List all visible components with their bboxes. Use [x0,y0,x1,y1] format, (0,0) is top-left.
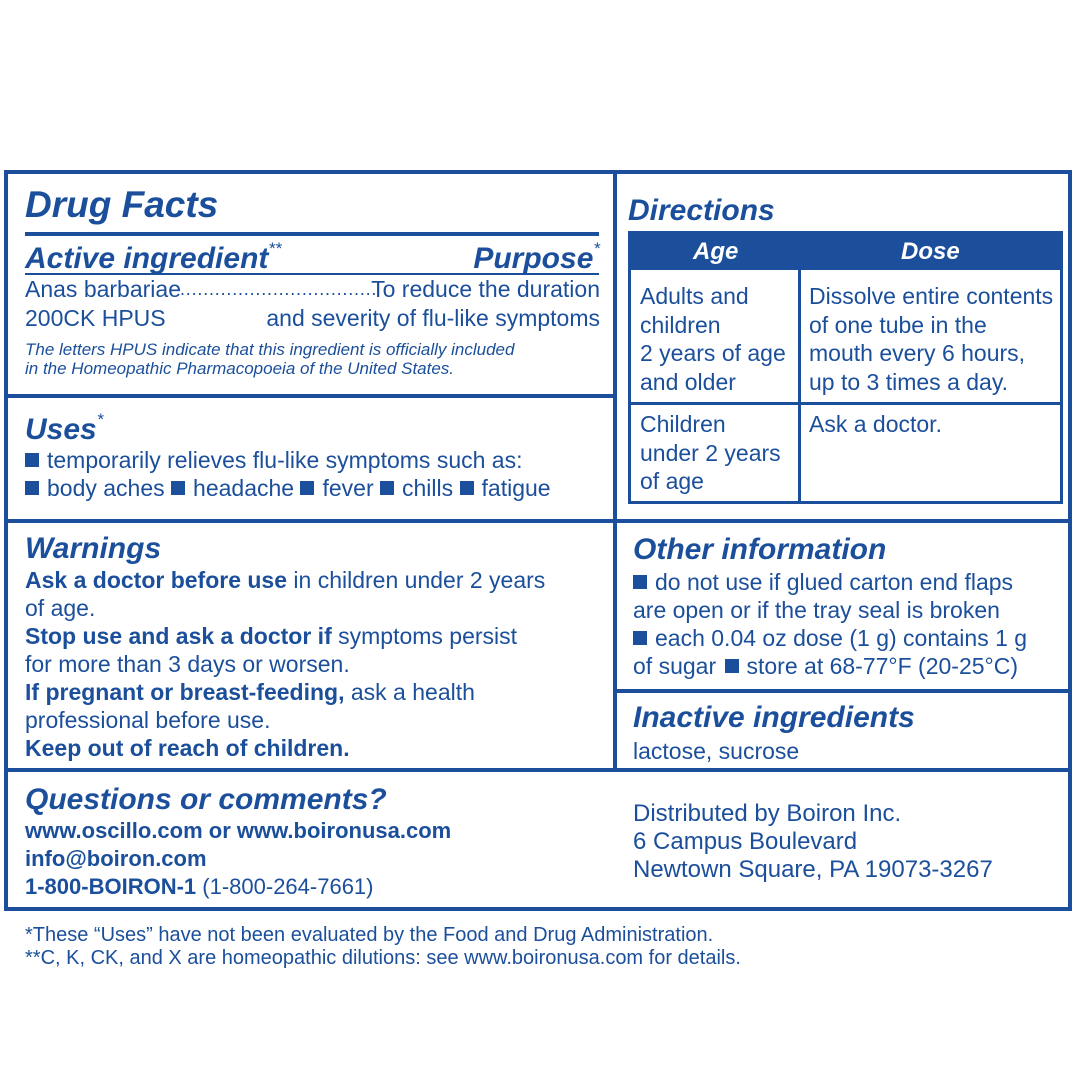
bullet-square-icon [171,481,185,495]
warning-3-line2: professional before use. [25,707,271,733]
questions-phone[interactable] [25,873,374,901]
warning-1 [25,566,545,594]
bullet-square-icon [725,659,739,673]
uses-sup: * [96,410,104,429]
uses-line1-text: temporarily relieves flu-like symptoms such as: [47,447,523,473]
bullet-square-icon [25,481,39,495]
footnote-2: **C, K, CK, and X are homeopathic dilutions: see www.boironusa.com for details. [25,947,741,969]
purpose-heading [473,239,600,276]
other-info-line4 [633,652,1018,680]
directions-table [628,231,1063,504]
center-divider [613,172,617,770]
bullet-square-icon [460,481,474,495]
directions-title: Directions [628,194,775,227]
divider-other-inactive [615,689,1070,693]
warning-3-bold: If pregnant or breast-feeding, [25,679,345,705]
list-item: fever [322,475,374,501]
col-age-header: Age [693,238,739,265]
active-ingredient-sup: ** [268,239,282,258]
list-item: fatigue [481,475,551,501]
warning-1-bold: Ask a doctor before use [25,567,288,593]
table-col-divider [798,270,801,504]
table-row-divider [631,402,1060,405]
questions-email[interactable]: info@boiron.com [25,846,207,871]
distributor-line1: Distributed by Boiron Inc. [633,800,902,827]
warning-4: Keep out of reach of children. [25,735,350,761]
list-item: body aches [47,475,165,501]
warning-1-rest: in children under 2 years [287,567,546,593]
bullet-square-icon [380,481,394,495]
other-info-line2: are open or if the tray seal is broken [633,597,1000,623]
uses-line1 [25,446,522,474]
other-info-line1 [633,568,1013,596]
other-info-line1-text: do not use if glued carton end flaps [655,569,1014,595]
other-info-line4b: store at 68-77°F (20-25°C) [746,653,1019,679]
divider-warnings-questions [6,768,1070,772]
distributor-line3: Newtown Square, PA 19073-3267 [633,856,993,883]
warnings-title: Warnings [25,532,162,565]
cell-line: and older [640,368,736,395]
uses-symptom-list [25,474,551,502]
active-ingredient-label: Active ingredient [25,242,269,275]
ingredient-line2-purpose: and severity of flu-like symptoms [266,305,600,331]
cell-line: Dissolve entire contents [809,283,1054,309]
phone-rest: (1-800-264-7661) [196,874,374,899]
cell-line: Adults and [640,283,749,309]
purpose-label: Purpose [473,242,594,275]
hpus-note-line1: The letters HPUS indicate that this ingredient is officially included [25,340,515,359]
questions-web[interactable]: www.oscillo.com or www.boironusa.com [25,818,452,843]
directions-table-header [631,234,1060,270]
ingredient-line2-name: 200CK HPUS [25,305,166,331]
warning-2-rest: symptoms persist [331,623,518,649]
col-dose-header: Dose [901,238,960,265]
cell-line: Ask a doctor. [809,411,942,437]
cell-line: children [640,311,721,338]
active-ingredient-heading [25,239,282,276]
table-row-1-age [640,282,786,396]
hpus-note-line2: in the Homeopathic Pharmacopoeia of the United States. [25,359,455,378]
purpose-sup: * [593,239,600,258]
divider-uses-warnings [6,519,1070,523]
cell-line: of one tube in the [809,311,987,338]
phone-bold: 1-800-BOIRON-1 [25,874,197,899]
cell-line: of age [640,468,704,494]
table-row-2-age [640,410,781,496]
ingredient-line1-dots: .................................. [180,279,378,299]
cell-line: Children [640,411,726,437]
list-item: headache [193,475,295,501]
ingredient-line1-purpose: To reduce the duration [371,276,600,302]
table-row-1-dose [809,282,1053,396]
inactive-text: lactose, sucrose [633,738,800,764]
warning-1-line2: of age. [25,595,96,621]
cell-line: 2 years of age [640,340,786,366]
bullet-square-icon [300,481,314,495]
warning-2 [25,622,517,650]
cell-line: under 2 years [640,439,781,466]
uses-title: Uses [25,413,97,446]
other-info-title: Other information [633,533,887,566]
cell-line: up to 3 times a day. [809,368,1009,395]
title-underline-thick [25,232,599,236]
questions-title: Questions or comments? [25,783,387,816]
divider-active-uses [6,394,615,398]
table-row-2-dose [809,410,942,439]
footnote-1: *These “Uses” have not been evaluated by the Food and Drug Administration. [25,924,714,946]
list-item: chills [402,475,454,501]
other-info-line3 [633,624,1027,652]
ingredient-line1-name: Anas barbariae [25,276,181,302]
uses-heading [25,410,103,447]
drug-facts-title: Drug Facts [25,184,219,225]
warning-2-line2: for more than 3 days or worsen. [25,651,350,677]
inactive-title: Inactive ingredients [633,701,915,734]
bullet-square-icon [25,453,39,467]
warning-3 [25,678,475,706]
warning-2-bold: Stop use and ask a doctor if [25,623,332,649]
cell-line: mouth every 6 hours, [809,340,1026,366]
bullet-square-icon [633,631,647,645]
other-info-line3-text: each 0.04 oz dose (1 g) contains 1 g [655,625,1028,651]
other-info-line4a: of sugar [633,653,717,679]
warning-3-rest: ask a health [344,679,475,705]
distributor-line2: 6 Campus Boulevard [633,828,858,855]
bullet-square-icon [633,575,647,589]
